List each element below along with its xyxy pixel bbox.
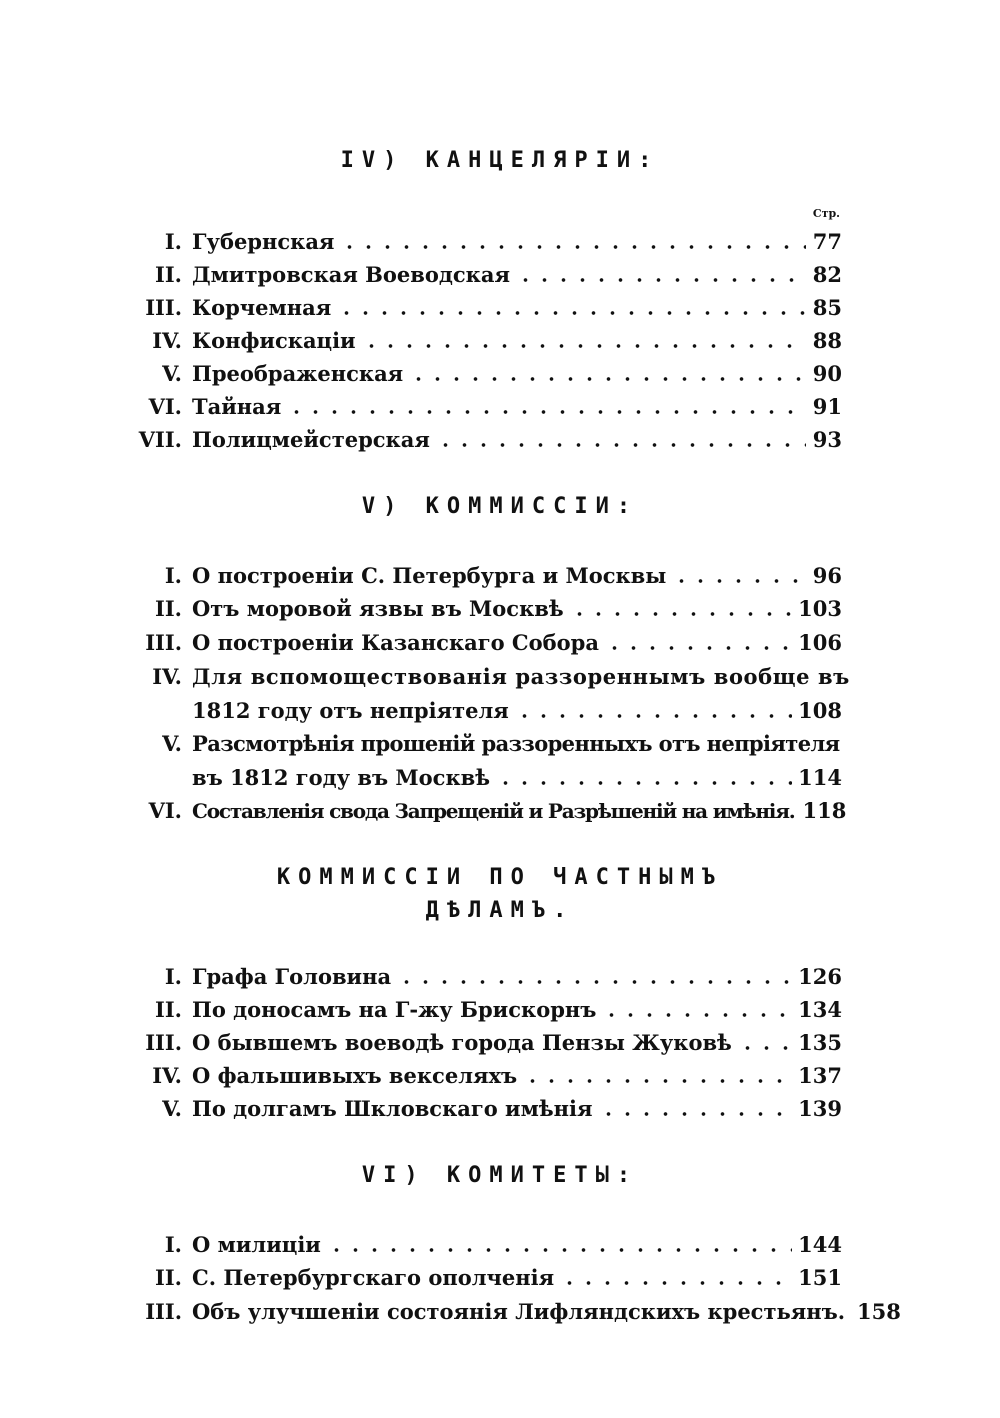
toc-entry <box>130 292 842 324</box>
entry-title-line2: въ 1812 году въ Москвѣ <box>192 765 490 790</box>
entry-number: I. <box>164 563 182 588</box>
section-heading-commissions: V) КОММИССІИ: <box>361 494 639 519</box>
entry-title: Объ улучшеніи состоянія Лифляндскихъ крестьянъ. <box>192 1299 846 1324</box>
dot-leader <box>672 579 806 583</box>
entry-page: 103 <box>798 596 842 621</box>
entry-page: 139 <box>798 1096 842 1121</box>
entry-number: I. <box>164 1232 182 1257</box>
entry-title: Составленія свода Запрещеній и Разрѣшеній на имѣнія. <box>192 799 795 823</box>
toc-entry <box>130 226 842 258</box>
entry-number: IV. <box>152 328 182 353</box>
entry-title: Тайная <box>192 394 282 419</box>
entry-title: Полицмейстерская <box>192 427 430 452</box>
entry-page: 151 <box>798 1265 842 1290</box>
entry-title: С. Петербургскаго ополченія <box>192 1265 555 1290</box>
entry-title: Корчемная <box>192 295 332 320</box>
toc-entry-multiline <box>130 728 840 760</box>
entry-number: II. <box>155 596 182 621</box>
entry-page: 114 <box>798 765 842 790</box>
dot-leader <box>397 980 792 984</box>
entry-page: 137 <box>798 1063 842 1088</box>
toc-entry <box>130 627 842 659</box>
entry-number: III. <box>145 630 182 655</box>
entry-number: VI. <box>148 798 182 823</box>
entry-title: Конфискаціи <box>192 328 356 353</box>
entry-title: О построеніи С. Петербурга и Москвы <box>192 563 667 588</box>
entry-number: VI. <box>148 394 182 419</box>
entry-title: Графа Головина <box>192 964 392 989</box>
toc-entry <box>130 795 847 827</box>
dot-leader <box>362 344 806 348</box>
entry-page: 108 <box>798 698 842 723</box>
entry-page: 77 <box>812 229 842 254</box>
entry-title: О бывшемъ воеводѣ города Пензы Жуковѣ <box>192 1030 732 1055</box>
entry-page: 88 <box>812 328 842 353</box>
toc-entry <box>130 593 842 625</box>
toc-entry <box>130 424 842 456</box>
entry-title-line2: 1812 году отъ непріятеля <box>192 698 509 723</box>
entry-page: 82 <box>812 262 842 287</box>
toc-entry <box>130 391 842 423</box>
entry-number: IV. <box>152 1063 182 1088</box>
entry-title: О построеніи Казанскаго Собора <box>192 630 599 655</box>
toc-entry <box>130 994 842 1026</box>
dot-leader <box>523 1079 792 1083</box>
dot-leader <box>738 1046 792 1050</box>
dot-leader <box>599 1112 793 1116</box>
entry-title: По долгамъ Шкловскаго имѣнія <box>192 1096 593 1121</box>
entry-number: V. <box>162 731 182 756</box>
entry-page: 158 <box>857 1299 901 1324</box>
dot-leader <box>409 377 806 381</box>
entry-page: 90 <box>812 361 842 386</box>
dot-leader <box>327 1248 792 1252</box>
entry-page: 93 <box>812 427 842 452</box>
entry-number: V. <box>162 361 182 386</box>
entry-title: Губернская <box>192 229 335 254</box>
entry-page: 106 <box>798 630 842 655</box>
dot-leader <box>605 646 792 650</box>
entry-number: II. <box>155 262 182 287</box>
entry-title-line1: Разсмотрѣнія прошеній раззоренныхъ отъ непріятеля <box>192 731 840 756</box>
toc-entry <box>130 325 842 357</box>
entry-title: О милиціи <box>192 1232 321 1257</box>
entry-title: Преображенская <box>192 361 404 386</box>
entry-number: III. <box>145 1030 182 1055</box>
section-heading-chancelleries: IV) КАНЦЕЛЯРІИ: <box>340 148 660 173</box>
entry-number: VII. <box>138 427 182 452</box>
toc-entry <box>130 560 842 592</box>
toc-entry <box>130 1229 842 1261</box>
entry-number: I. <box>164 229 182 254</box>
section-heading-private-commissions-line2: ДѢЛАМЪ. <box>425 898 575 923</box>
entry-number: V. <box>162 1096 182 1121</box>
entry-page: 85 <box>812 295 842 320</box>
entry-page: 135 <box>798 1030 842 1055</box>
entry-title: О фальшивыхъ векселяхъ <box>192 1063 518 1088</box>
dot-leader <box>516 278 806 282</box>
entry-title: По доносамъ на Г-жу Брискорнъ <box>192 997 597 1022</box>
dot-leader <box>602 1013 792 1017</box>
dot-leader <box>570 612 793 616</box>
entry-title: Отъ моровой язвы въ Москвѣ <box>192 596 564 621</box>
entry-number: IV. <box>152 664 182 689</box>
entry-page: 96 <box>812 563 842 588</box>
toc-entry <box>130 1296 901 1328</box>
dot-leader <box>436 443 806 447</box>
dot-leader <box>287 410 806 414</box>
toc-entry <box>130 961 842 993</box>
dot-leader <box>515 714 792 718</box>
entry-number: I. <box>164 964 182 989</box>
entry-number: III. <box>145 1299 182 1324</box>
entry-page: 144 <box>798 1232 842 1257</box>
dot-leader <box>496 781 792 785</box>
toc-entry <box>130 358 842 390</box>
section-heading-committees: VI) КОМИТЕТЫ: <box>361 1163 639 1188</box>
toc-entry <box>130 1060 842 1092</box>
entry-number: II. <box>155 997 182 1022</box>
entry-page: 134 <box>798 997 842 1022</box>
toc-entry <box>130 259 842 291</box>
dot-leader <box>560 1281 792 1285</box>
section-heading-private-commissions: КОММИССІИ ПО ЧАСТНЫМЪ <box>276 865 724 890</box>
page-column-label: Стр. <box>812 207 840 220</box>
toc-entry <box>130 1093 842 1125</box>
toc-entry <box>130 1027 842 1059</box>
dot-leader <box>337 311 806 315</box>
entry-number: II. <box>155 1265 182 1290</box>
toc-entry <box>130 1262 842 1294</box>
toc-entry-continuation <box>182 695 842 727</box>
dot-leader <box>340 245 806 249</box>
entry-page: 91 <box>812 394 842 419</box>
entry-title-line1: Для вспомоществованія раззореннымъ вообще въ <box>192 664 850 689</box>
toc-entry-continuation <box>182 762 842 794</box>
entry-number: III. <box>145 295 182 320</box>
toc-entry-multiline <box>130 661 850 693</box>
entry-page: 126 <box>798 964 842 989</box>
entry-page: 118 <box>802 798 847 823</box>
entry-title: Дмитровская Воеводская <box>192 262 510 287</box>
